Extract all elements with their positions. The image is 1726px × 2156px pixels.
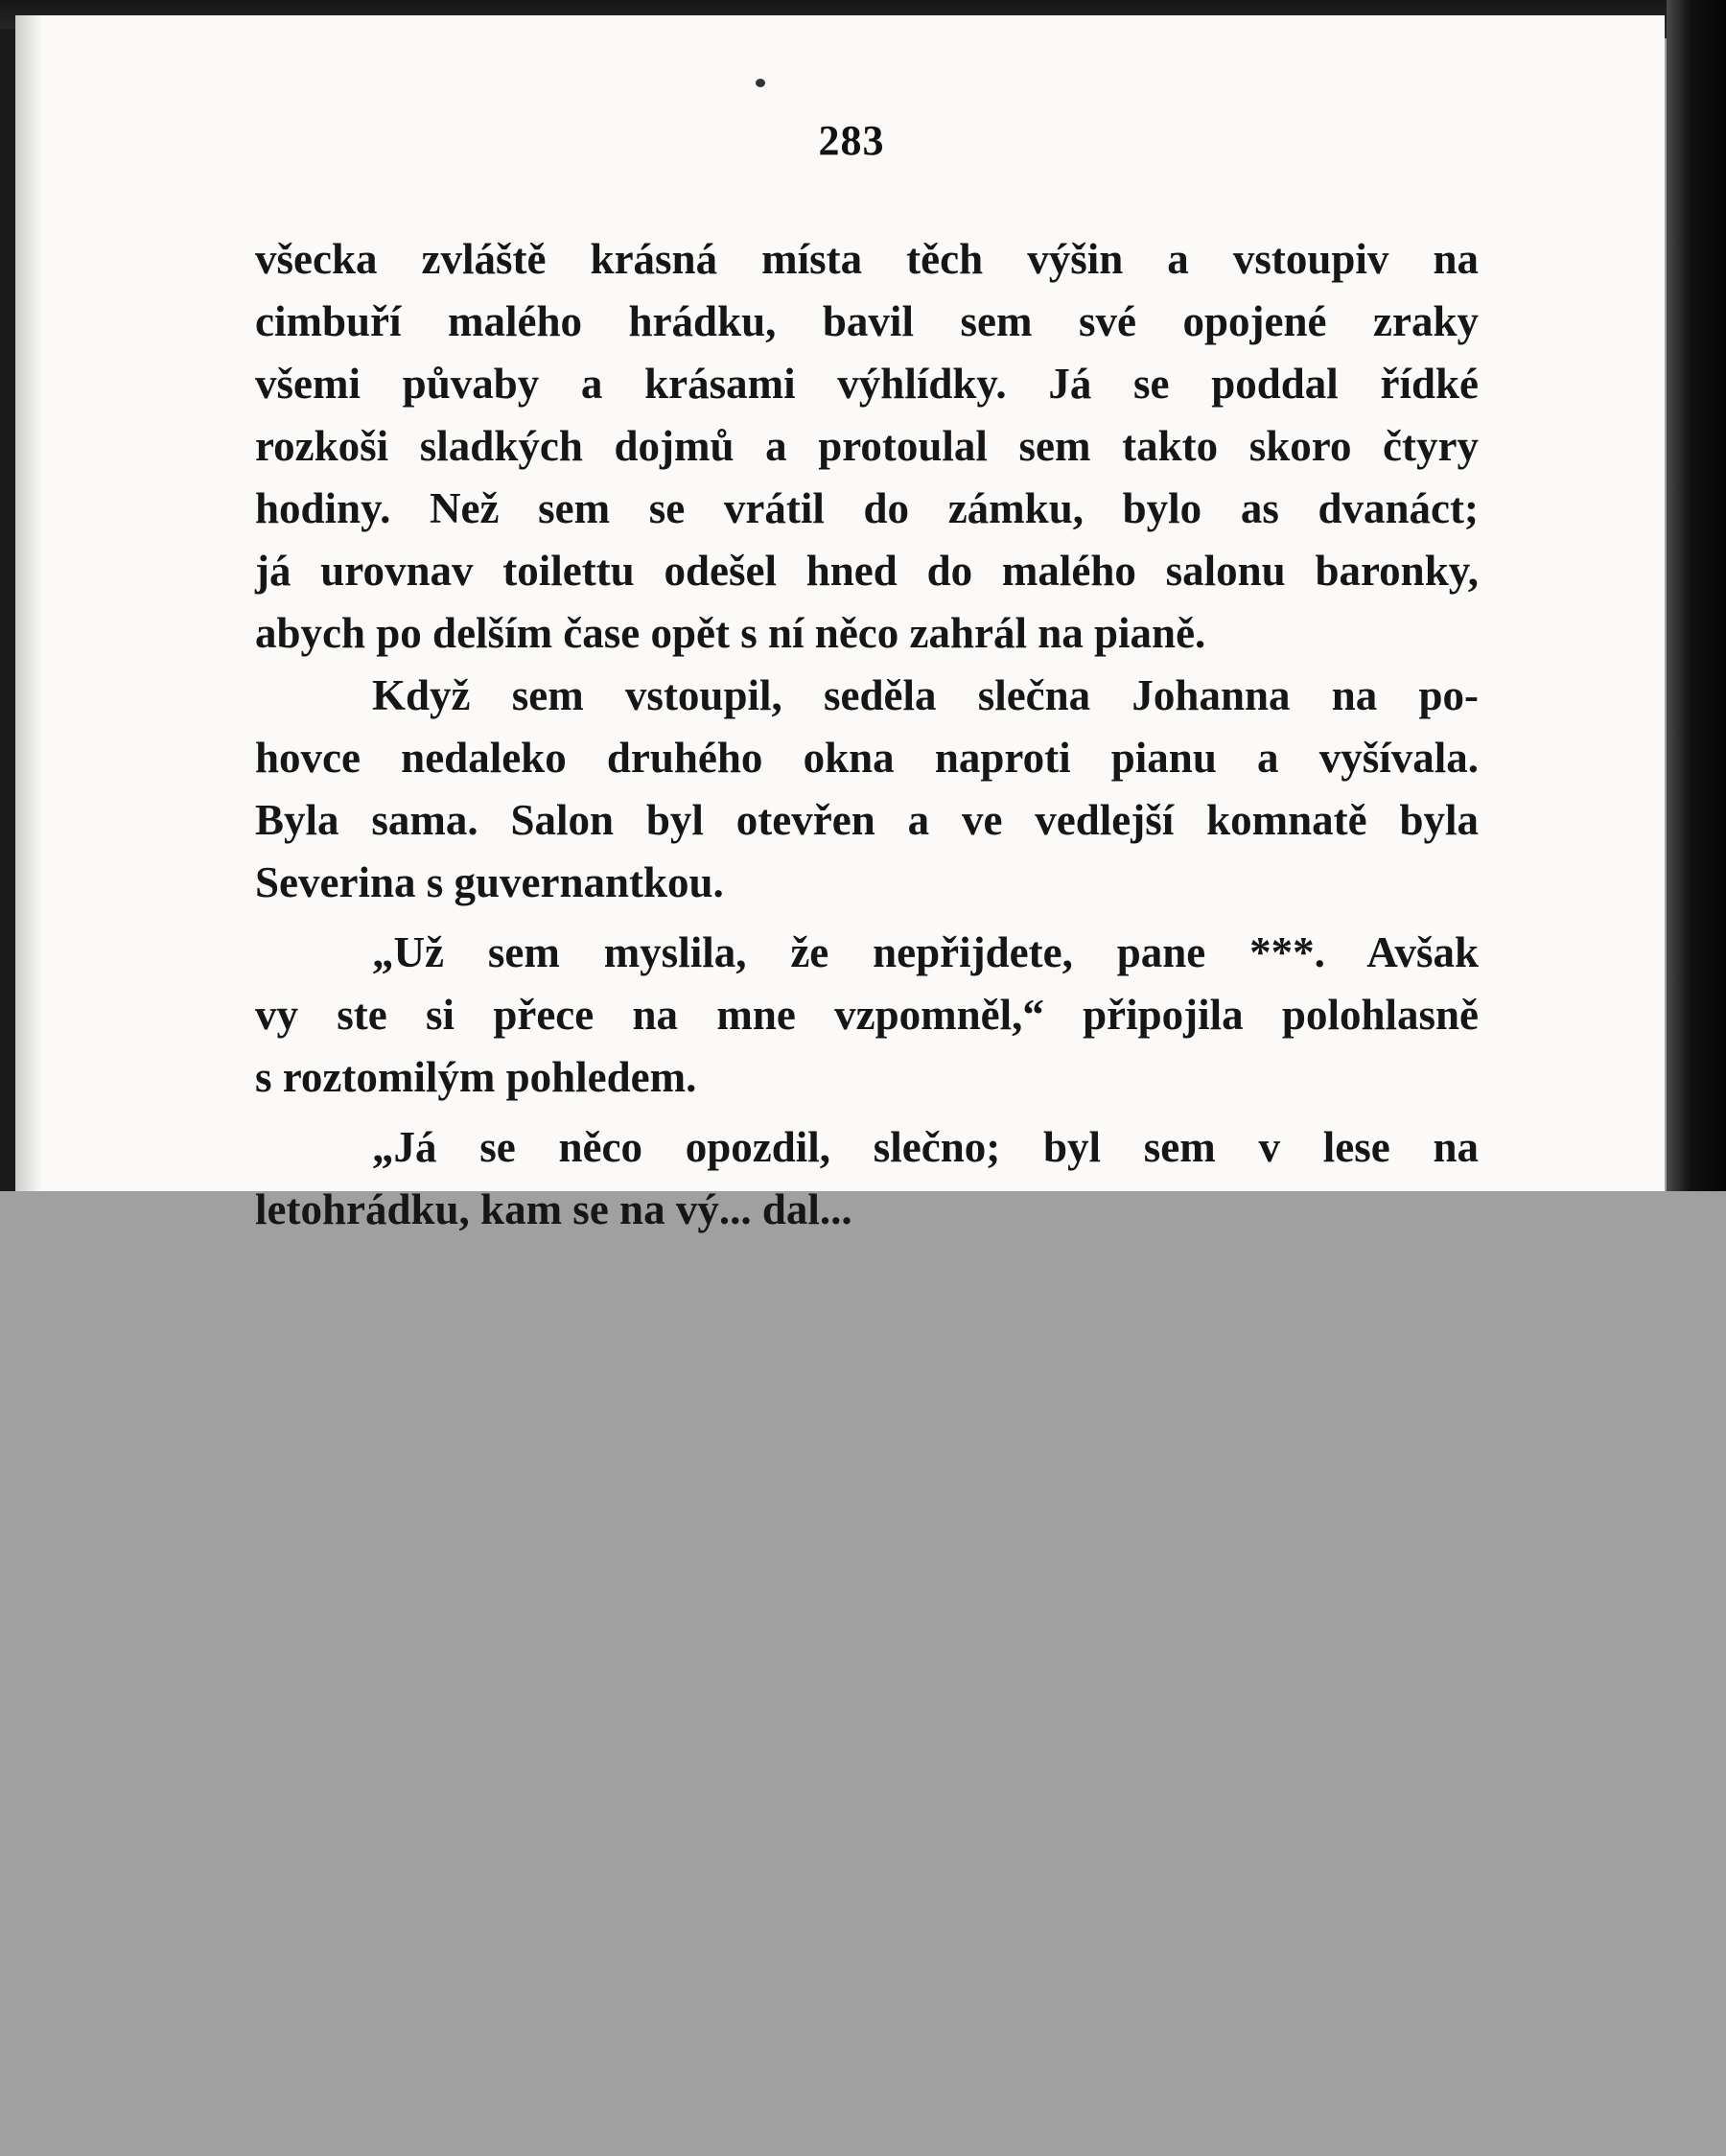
paragraph-3 (255, 922, 1479, 1109)
text-line: vy ste si přece na mne vzpomněl,“ připojila polohlasně (255, 991, 1479, 1039)
page-body (255, 228, 1479, 1233)
text-line: „Už sem myslila, že nepřijdete, pane ***. Avšak (372, 928, 1479, 976)
text-line: s roztomilým pohledem. (255, 1053, 697, 1101)
text-line: hovce nedaleko druhého okna naproti pianu a vyšívala. (255, 734, 1479, 782)
text-line: všemi půvaby a krásami výhlídky. Já se poddal řídké (255, 360, 1479, 408)
text-line: rozkoši sladkých dojmů a protoulal sem takto skoro čtyry (255, 422, 1479, 470)
text-line: cimbuří malého hrádku, bavil sem své opojené zraky (255, 297, 1479, 345)
text-line: „Já se něco opozdil, slečno; byl sem v lese na (372, 1123, 1479, 1171)
text-line: Severina s guvernantkou. (255, 858, 724, 906)
paragraph-1 (255, 228, 1479, 665)
text-line: Když sem vstoupil, seděla slečna Johanna na po- (372, 671, 1479, 719)
text-line: hodiny. Než sem se vrátil do zámku, bylo as dvanáct; (255, 484, 1479, 532)
text-line: všecka zvláště krásná místa těch výšin a vstoupiv na (255, 235, 1479, 283)
scanner-right-edge (1667, 0, 1726, 1191)
text-line: Byla sama. Salon byl otevřen a ve vedlejší komnatě byla (255, 796, 1479, 844)
paragraph-4 (255, 1116, 1479, 1233)
text-line: abych po delším čase opět s ní něco zahrál na pianě. (255, 609, 1206, 657)
book-page (15, 15, 1665, 1233)
ink-speck (756, 79, 765, 87)
cropped-text-line: letohrádku, kam se na vý... dal... (255, 1185, 852, 1233)
page-number: 283 (818, 117, 885, 164)
scanner-left-edge (0, 29, 15, 1191)
paragraph-2 (255, 665, 1479, 914)
text-line: já urovnav toilettu odešel hned do malého salonu baronky, (255, 547, 1479, 595)
